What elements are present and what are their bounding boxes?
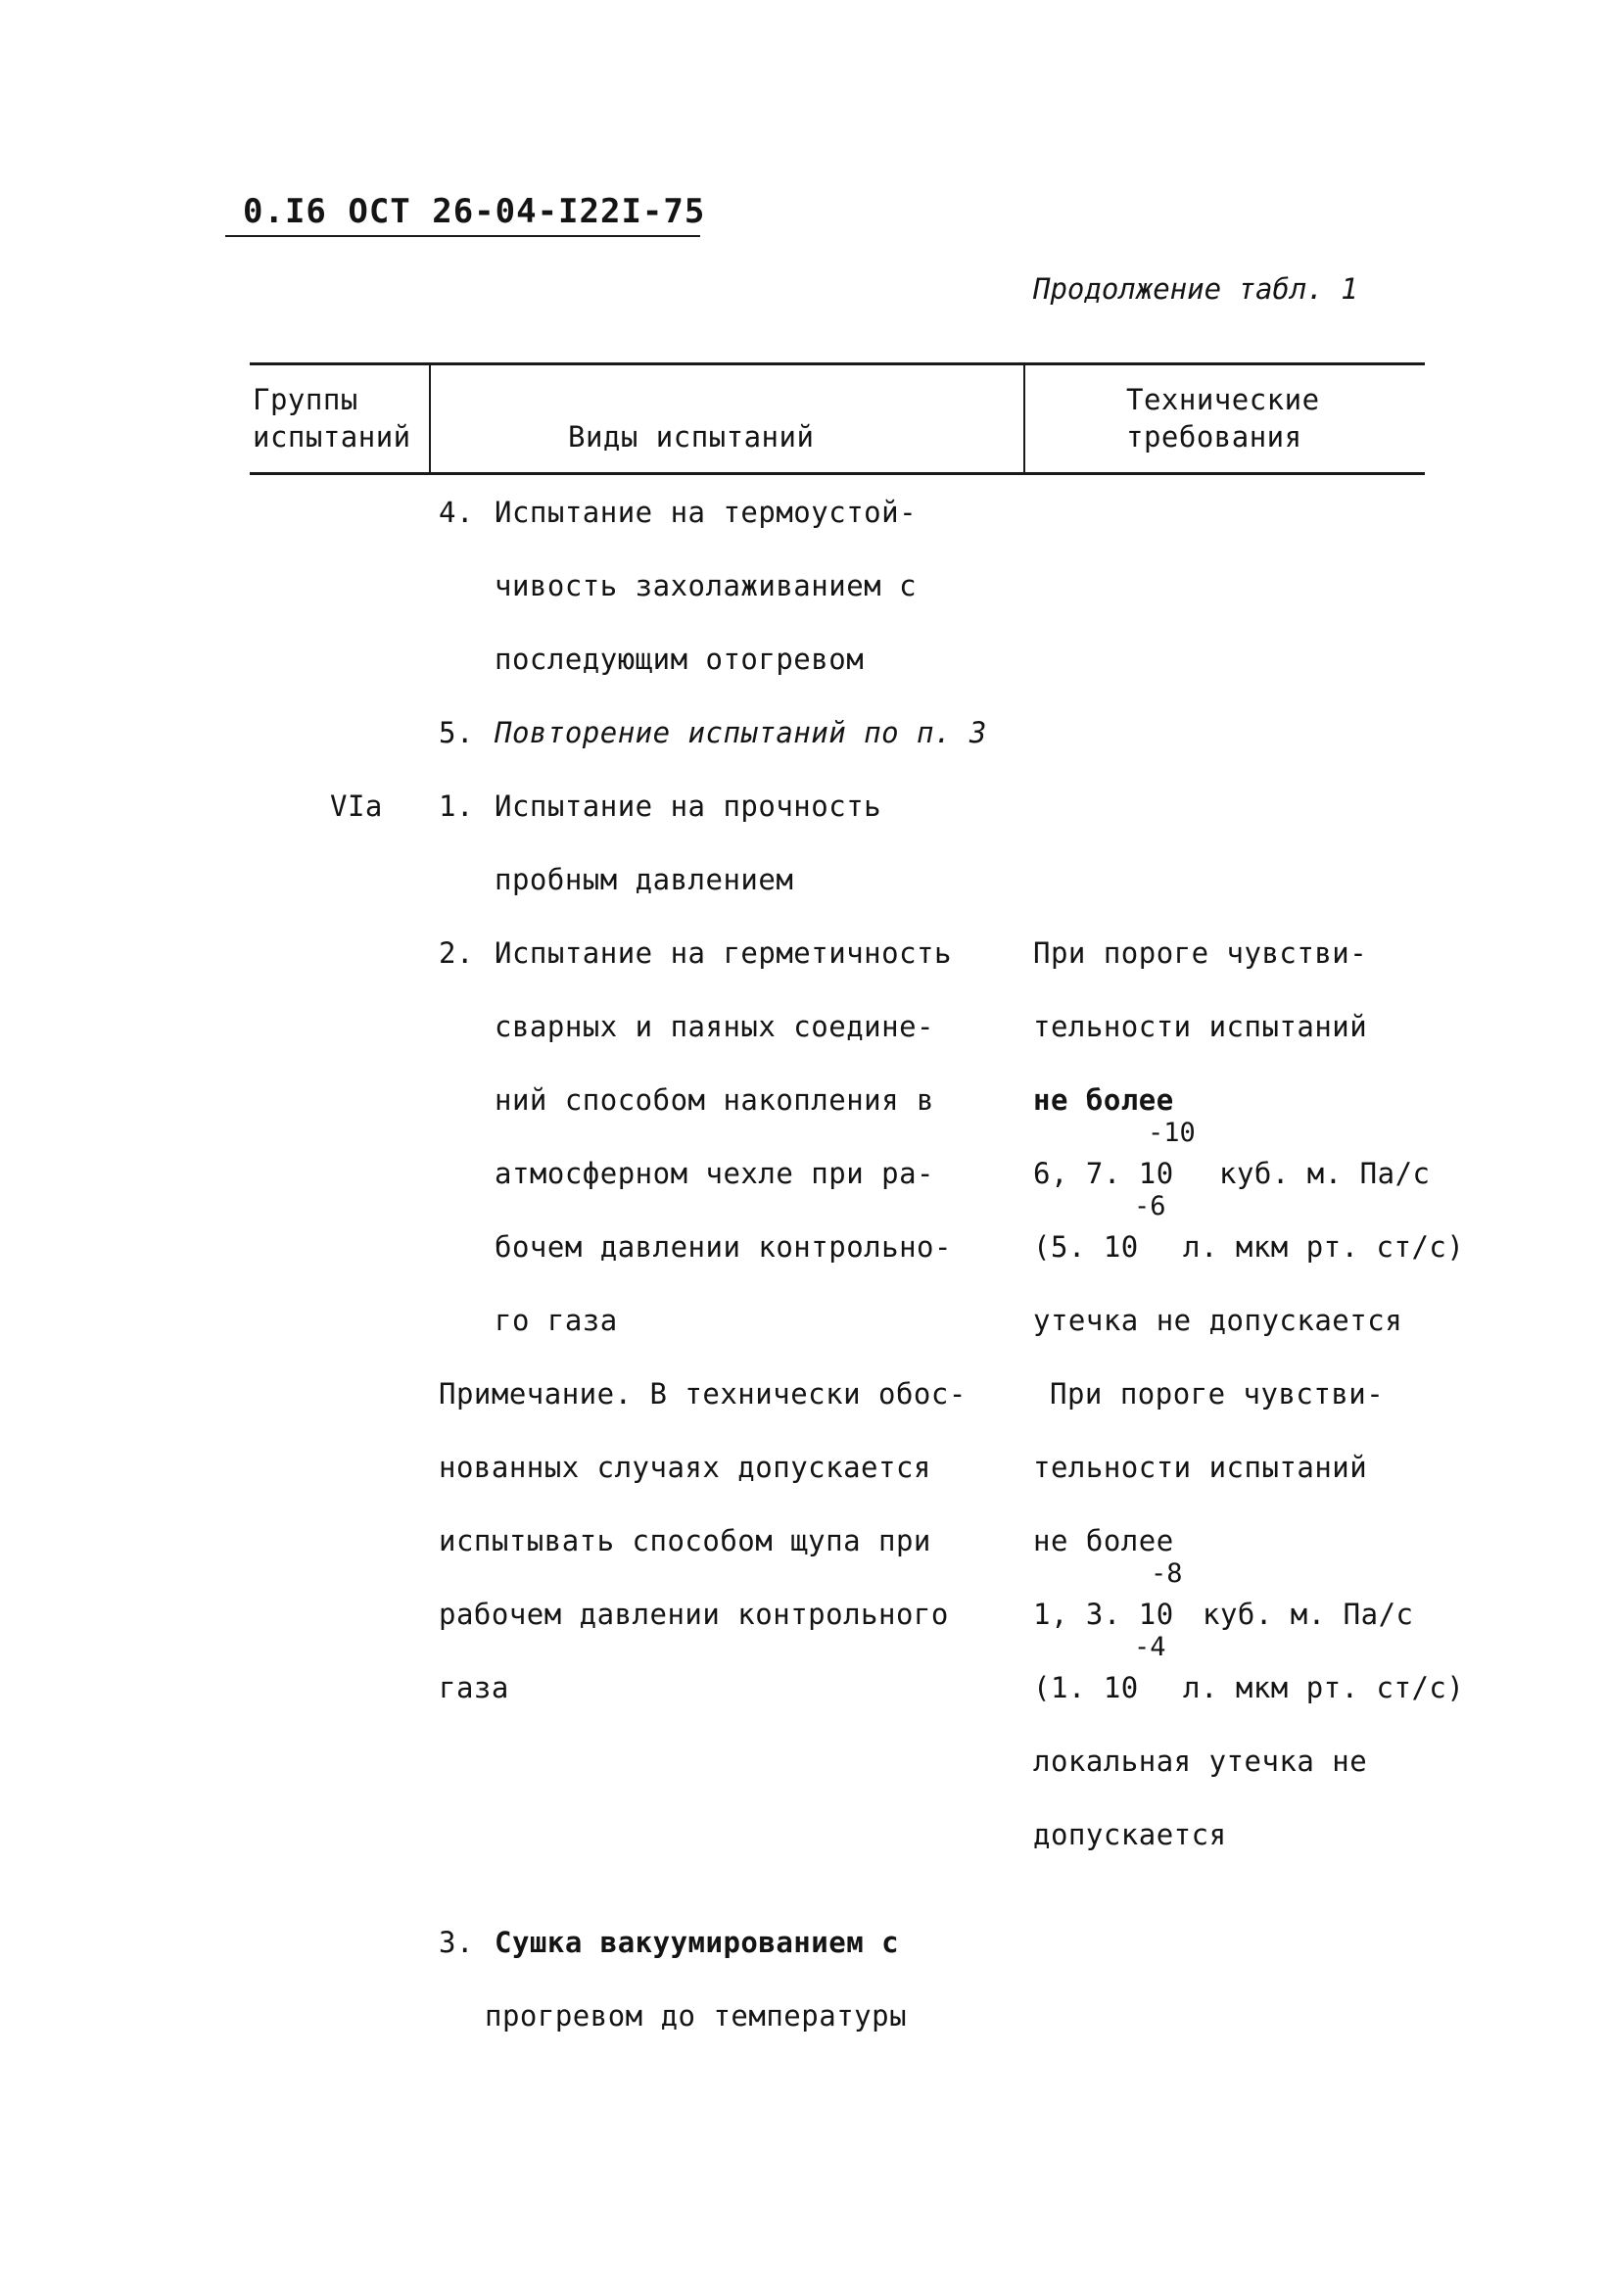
requirement-2-line6: локальная утечка не — [1033, 1745, 1368, 1778]
header-groups-line2: испытаний — [253, 420, 411, 454]
via-item-2-line6: го газа — [495, 1304, 618, 1337]
table-col-divider-1 — [429, 364, 431, 474]
note-line2: нованных случаях допускается — [439, 1451, 931, 1484]
via-item-3-line2: прогревом до температуры — [485, 1999, 908, 2033]
requirement-1-value-2: (5. 10 — [1033, 1230, 1139, 1264]
note-line5: газа — [439, 1671, 509, 1704]
note-line3: испытывать способом щупа при — [439, 1524, 931, 1557]
table-top-rule — [250, 362, 1425, 365]
requirement-1-exponent-2: -6 — [1134, 1191, 1166, 1221]
item-4-line1: Испытание на термоустой- — [495, 496, 918, 529]
requirement-1-line3: не более — [1033, 1083, 1174, 1117]
header-requirements-line1: Технические — [1126, 383, 1320, 416]
note-line1: Примечание. В технически обос- — [439, 1377, 967, 1411]
via-item-2-line1: Испытание на герметичность — [495, 936, 952, 970]
requirement-1-line2: тельности испытаний — [1033, 1010, 1368, 1043]
header-test-types: Виды испытаний — [568, 420, 815, 454]
continuation-label: Продолжение табл. 1 — [1033, 272, 1358, 306]
requirement-2-exponent-2: -4 — [1134, 1632, 1166, 1662]
header-groups-line1: Группы — [253, 383, 358, 416]
requirement-1-unit-2: л. мкм рт. ст/с) — [1183, 1230, 1465, 1264]
table-col-divider-2 — [1023, 364, 1025, 474]
via-item-2-line5: бочем давлении контрольно- — [495, 1230, 952, 1264]
requirement-2-line7: допускается — [1033, 1818, 1227, 1851]
requirement-2-exponent-1: -8 — [1151, 1558, 1183, 1589]
requirement-1-line1: При пороге чувстви- — [1033, 936, 1368, 970]
via-item-2-number: 2. — [439, 936, 474, 970]
via-item-1-line2: пробным давлением — [495, 863, 794, 896]
header-requirements-line2: требования — [1126, 420, 1302, 454]
item-4-line2: чивость захолаживанием с — [495, 569, 918, 602]
table-header-bottom-rule — [250, 472, 1425, 475]
requirement-2-line3: не более — [1033, 1524, 1174, 1557]
requirement-2-unit-1: куб. м. Па/с — [1203, 1598, 1414, 1631]
requirement-2-value-2: (1. 10 — [1033, 1671, 1139, 1704]
document-code: 0.I6 ОСТ 26-04-I22I-75 — [243, 192, 706, 231]
via-item-3-line1: Сушка вакуумированием с — [495, 1926, 900, 1959]
group-via-label: VIа — [330, 789, 383, 823]
requirement-1-unit-1: куб. м. Па/с — [1219, 1157, 1431, 1190]
via-item-2-line3: ний способом накопления в — [495, 1083, 934, 1117]
document-code-underline — [225, 235, 700, 237]
item-4-line3: последующим отогревом — [495, 643, 865, 676]
requirement-2-line2: тельности испытаний — [1033, 1451, 1368, 1484]
item-4-number: 4. — [439, 496, 474, 529]
requirement-2-value-1: 1, 3. 10 — [1033, 1598, 1174, 1631]
via-item-2-line4: атмосферном чехле при ра- — [495, 1157, 934, 1190]
item-5-number: 5. — [439, 716, 474, 749]
item-5-line1: Повторение испытаний по п. 3 — [495, 716, 987, 749]
requirement-1-exponent-1: -10 — [1148, 1118, 1196, 1148]
via-item-1-number: 1. — [439, 789, 474, 823]
requirement-1-line6: утечка не допускается — [1033, 1304, 1403, 1337]
requirement-2-unit-2: л. мкм рт. ст/с) — [1183, 1671, 1465, 1704]
requirement-2-line1: При пороге чувстви- — [1050, 1377, 1385, 1411]
via-item-1-line1: Испытание на прочность — [495, 789, 882, 823]
requirement-1-value-1: 6, 7. 10 — [1033, 1157, 1174, 1190]
via-item-3-number: 3. — [439, 1926, 474, 1959]
note-line4: рабочем давлении контрольного — [439, 1598, 949, 1631]
via-item-2-line2: сварных и паяных соедине- — [495, 1010, 934, 1043]
